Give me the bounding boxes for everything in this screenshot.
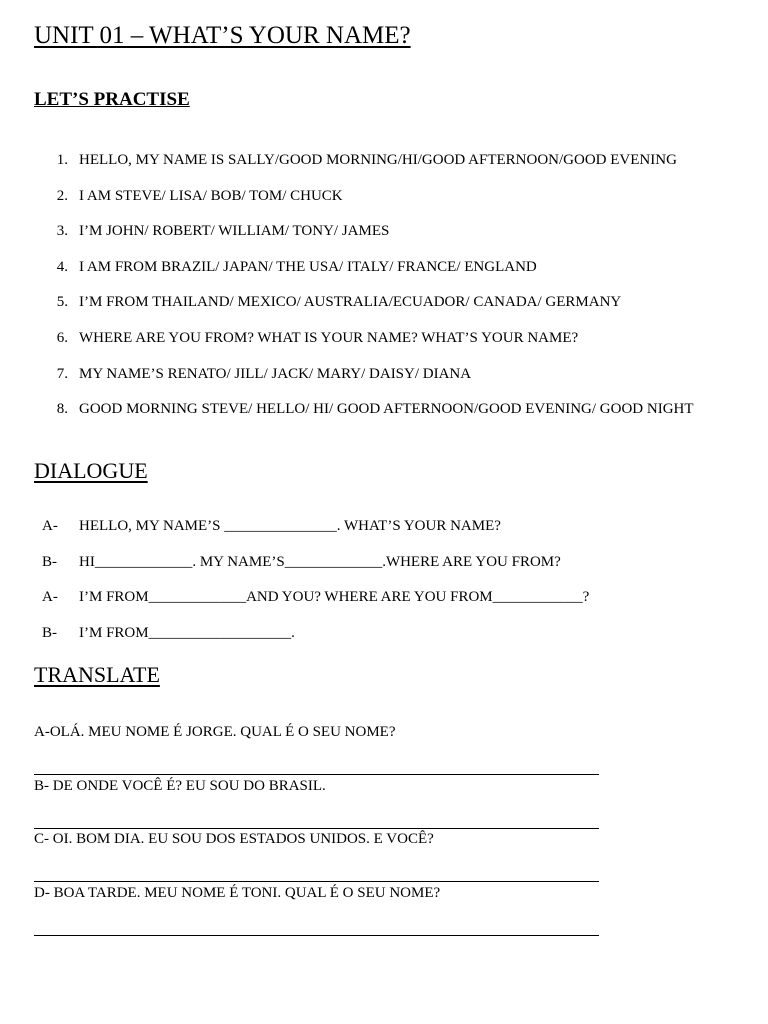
- speaker-label: B-: [42, 553, 57, 570]
- item-number: 4.: [56, 258, 68, 275]
- speaker-label: A-: [42, 518, 58, 534]
- practise-heading: LET’S PRACTISE: [34, 89, 190, 110]
- dialogue-text: HELLO, MY NAME’S _______________. WHAT’S YOUR NAME?: [79, 518, 501, 534]
- dialogue-heading: DIALOGUE: [34, 458, 148, 483]
- practise-item: [0, 294, 768, 330]
- practise-item: [0, 401, 768, 437]
- item-number: 3.: [56, 223, 68, 240]
- practise-item-text: I’M FROM THAILAND/ MEXICO/ AUSTRALIA/ECUADOR/ CANADA/ GERMANY: [79, 294, 622, 311]
- speaker-label: B-: [42, 625, 57, 642]
- dialogue-text: HI_____________. MY NAME’S_____________.WHERE ARE YOU FROM?: [79, 553, 561, 570]
- speaker-label: A-: [42, 589, 58, 606]
- translate-item: [34, 831, 604, 885]
- translate-heading: TRANSLATE: [34, 662, 160, 687]
- answer-line: [34, 774, 599, 775]
- practise-item-text: WHERE ARE YOU FROM? WHAT IS YOUR NAME? WHAT’S YOUR NAME?: [79, 329, 579, 346]
- item-number: 8.: [56, 401, 68, 418]
- translate-prompt: B- DE ONDE VOCÊ É? EU SOU DO BRASIL.: [34, 777, 326, 794]
- dialogue-line: [0, 625, 768, 661]
- dialogue-line: [0, 589, 768, 625]
- dialogue-line: [0, 518, 768, 554]
- translate-prompt: D- BOA TARDE. MEU NOME É TONI. QUAL É O SEU NOME?: [34, 885, 441, 902]
- practise-item-text: HELLO, MY NAME IS SALLY/GOOD MORNING/HI/GOOD AFTERNOON/GOOD EVENING: [79, 152, 677, 168]
- translate-item: [34, 885, 604, 939]
- practise-item: [0, 366, 768, 402]
- item-number: 1.: [56, 152, 68, 168]
- practise-list: [0, 152, 768, 437]
- dialogue-list: [0, 518, 768, 661]
- practise-item-text: GOOD MORNING STEVE/ HELLO/ HI/ GOOD AFTERNOON/GOOD EVENING/ GOOD NIGHT: [79, 401, 694, 418]
- item-number: 7.: [56, 365, 68, 382]
- practise-item: [0, 188, 768, 224]
- translate-prompt: C- OI. BOM DIA. EU SOU DOS ESTADOS UNIDOS. E VOCÊ?: [34, 831, 434, 848]
- answer-line: [34, 828, 599, 829]
- translate-prompt: A-OLÁ. MEU NOME É JORGE. QUAL É O SEU NOME?: [34, 724, 396, 740]
- translate-item: [34, 778, 604, 832]
- item-number: 2.: [56, 187, 68, 204]
- dialogue-text: I’M FROM___________________.: [79, 625, 295, 642]
- practise-item-text: I’M JOHN/ ROBERT/ WILLIAM/ TONY/ JAMES: [79, 223, 390, 240]
- item-number: 5.: [56, 294, 68, 311]
- practise-item: [0, 330, 768, 366]
- practise-item: [0, 223, 768, 259]
- practise-item: [0, 259, 768, 295]
- practise-item: [0, 152, 768, 188]
- practise-item-text: MY NAME’S RENATO/ JILL/ JACK/ MARY/ DAISY/ DIANA: [79, 365, 472, 382]
- practise-item-text: I AM FROM BRAZIL/ JAPAN/ THE USA/ ITALY/ FRANCE/ ENGLAND: [79, 258, 537, 275]
- answer-line: [34, 935, 599, 936]
- practise-item-text: I AM STEVE/ LISA/ BOB/ TOM/ CHUCK: [79, 187, 343, 204]
- item-number: 6.: [56, 329, 68, 346]
- dialogue-line: [0, 554, 768, 590]
- answer-line: [34, 881, 599, 882]
- translate-item: [34, 724, 604, 778]
- translate-list: [34, 724, 604, 939]
- page-title: UNIT 01 – WHAT’S YOUR NAME?: [34, 22, 411, 49]
- dialogue-text: I’M FROM_____________AND YOU? WHERE ARE YOU FROM____________?: [79, 589, 590, 606]
